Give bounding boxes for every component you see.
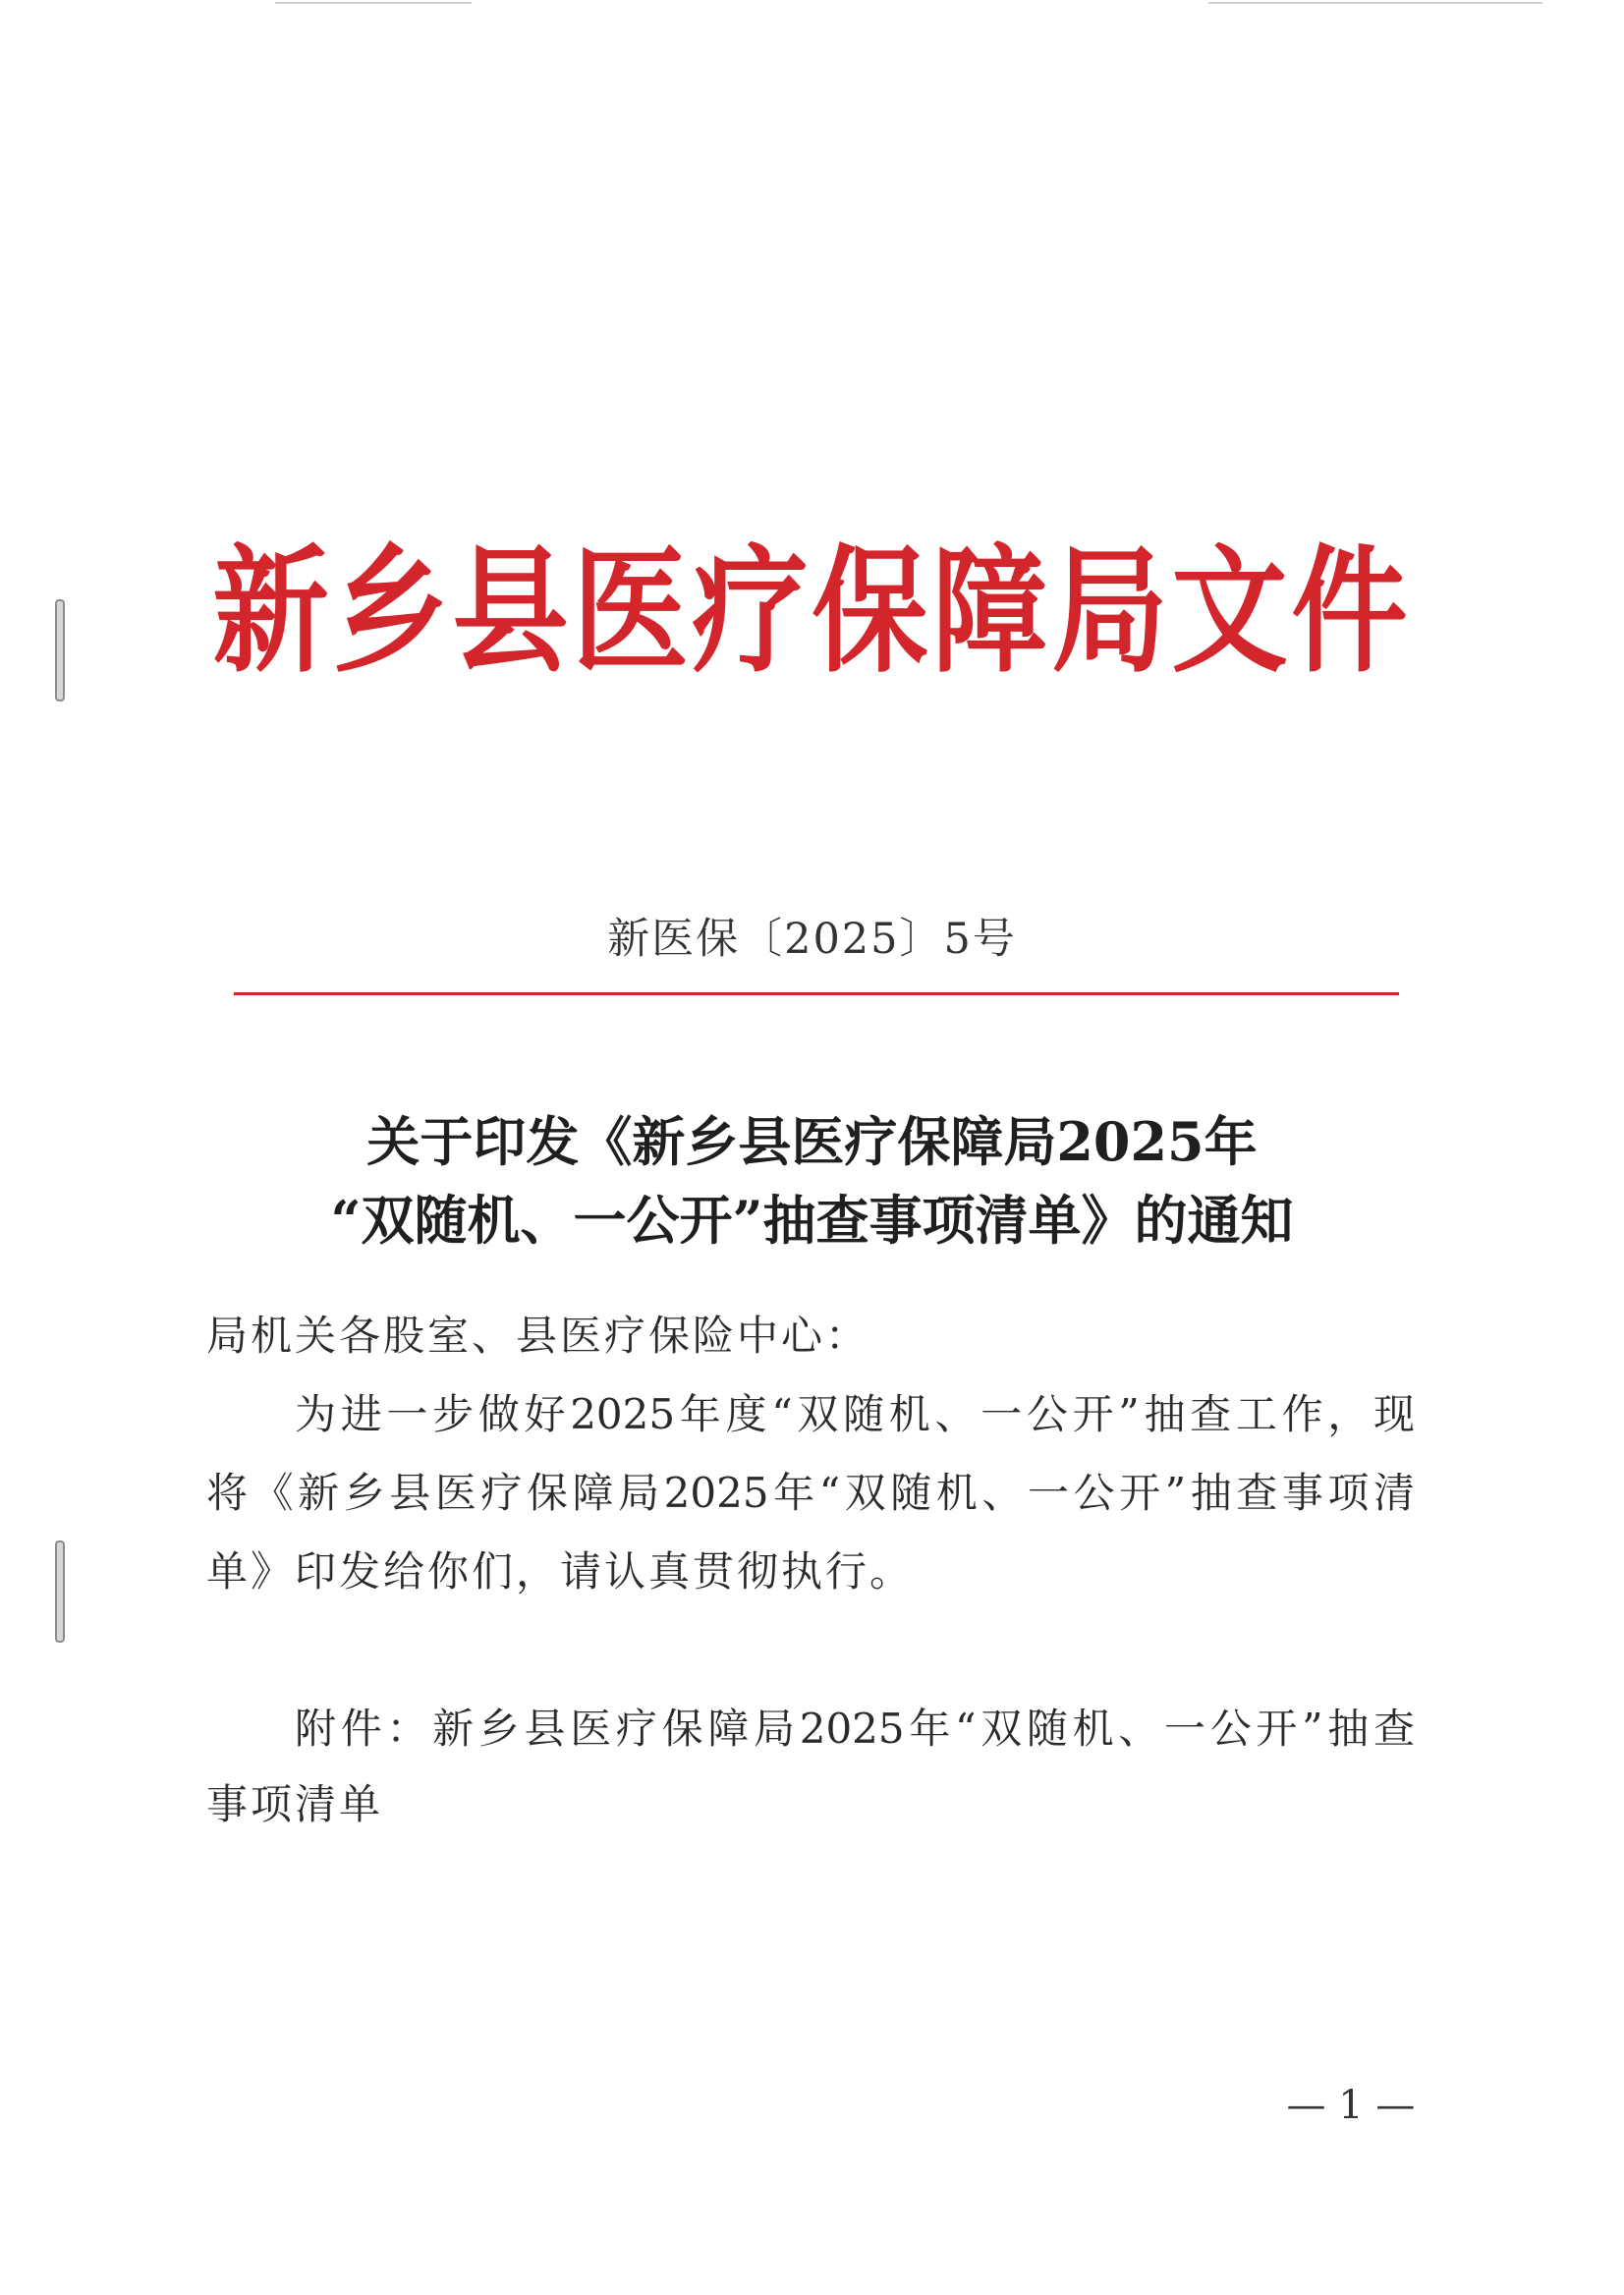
salutation: 局机关各股室、县医疗保险中心： (206, 1312, 870, 1360)
binding-hole (55, 1540, 65, 1643)
body-paragraph-line: 单》印发给你们，请认真贯彻执行。 (206, 1547, 915, 1595)
red-separator-rule (234, 992, 1399, 995)
body-paragraph-line: 将《新乡县医疗保障局2025年“双随机、一公开”抽查事项清 (206, 1469, 1415, 1517)
document-number: 新医保〔2025〕5号 (607, 915, 1017, 964)
page-number: — 1 — (1286, 2083, 1416, 2128)
scan-artifact (275, 2, 472, 4)
issuer-title: 新乡县医疗保障局文件 (212, 530, 1412, 692)
body-paragraph-line: 为进一步做好2025年度“双随机、一公开”抽查工作，现 (295, 1390, 1415, 1438)
scan-artifact (1208, 2, 1542, 4)
notice-title-line-2: “双随机、一公开”抽查事项清单》的通知 (330, 1189, 1294, 1252)
attachment-line: 事项清单 (206, 1780, 384, 1828)
notice-title-line-1: 关于印发《新乡县医疗保障局2025年 (366, 1110, 1258, 1173)
attachment-line: 附件：新乡县医疗保障局2025年“双随机、一公开”抽查 (295, 1705, 1415, 1753)
